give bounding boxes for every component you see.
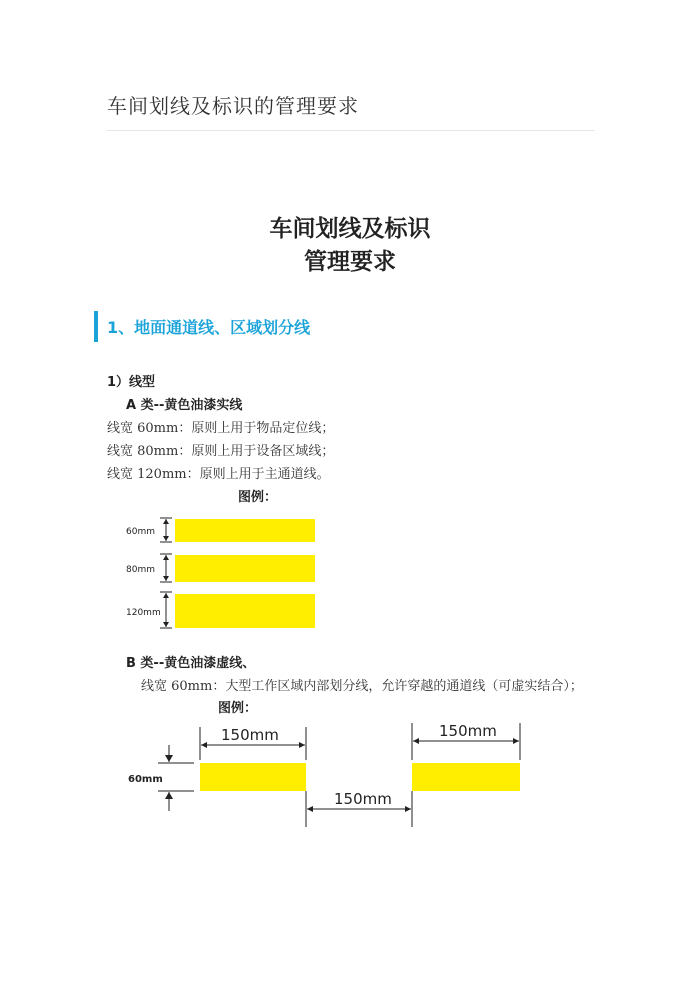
main-title — [0, 213, 700, 279]
dashed-line-figure — [120, 715, 540, 840]
legend-label-b: 图例： — [218, 701, 258, 716]
spec-line-120: 线宽 120mm：原则上用于主通道线。 — [107, 467, 330, 482]
solid-row-120 — [126, 592, 315, 628]
main-title-line1: 车间划线及标识 — [269, 216, 431, 242]
dash-segment-left — [200, 763, 306, 791]
solid-line-80 — [175, 555, 315, 582]
gap-label: 150mm — [334, 790, 392, 808]
solid-line-120 — [175, 594, 315, 628]
dim-label-120: 120mm — [126, 608, 161, 618]
main-title-line2: 管理要求 — [304, 249, 396, 275]
sub-heading-line-type: 1）线型 — [107, 375, 156, 390]
height-label: 60mm — [128, 774, 163, 785]
solid-row-80 — [126, 554, 315, 582]
class-b-spec: 线宽 60mm：大型工作区域内部划分线，允许穿越的通道线（可虚实结合）； — [141, 679, 583, 694]
class-b-label: B 类--黄色油漆虚线、 — [126, 656, 256, 671]
legend-label-a: 图例： — [238, 490, 278, 505]
solid-line-figure — [120, 512, 320, 632]
spec-line-80: 线宽 80mm：原则上用于设备区域线； — [107, 444, 335, 459]
header-divider — [107, 130, 595, 131]
spec-line-60: 线宽 60mm：原则上用于物品定位线； — [107, 421, 335, 436]
segment-label-right: 150mm — [439, 722, 497, 740]
segment-label-left: 150mm — [221, 726, 279, 744]
dim-label-60: 60mm — [126, 527, 155, 537]
dim-label-80: 80mm — [126, 565, 155, 575]
section-accent-bar — [94, 311, 98, 342]
section-heading: 1、地面通道线、区域划分线 — [107, 318, 311, 337]
page-header-title: 车间划线及标识的管理要求 — [107, 94, 359, 118]
dash-segment-right — [412, 763, 520, 791]
solid-row-60 — [126, 518, 315, 542]
class-a-label: A 类--黄色油漆实线 — [126, 398, 243, 413]
solid-line-60 — [175, 519, 315, 542]
